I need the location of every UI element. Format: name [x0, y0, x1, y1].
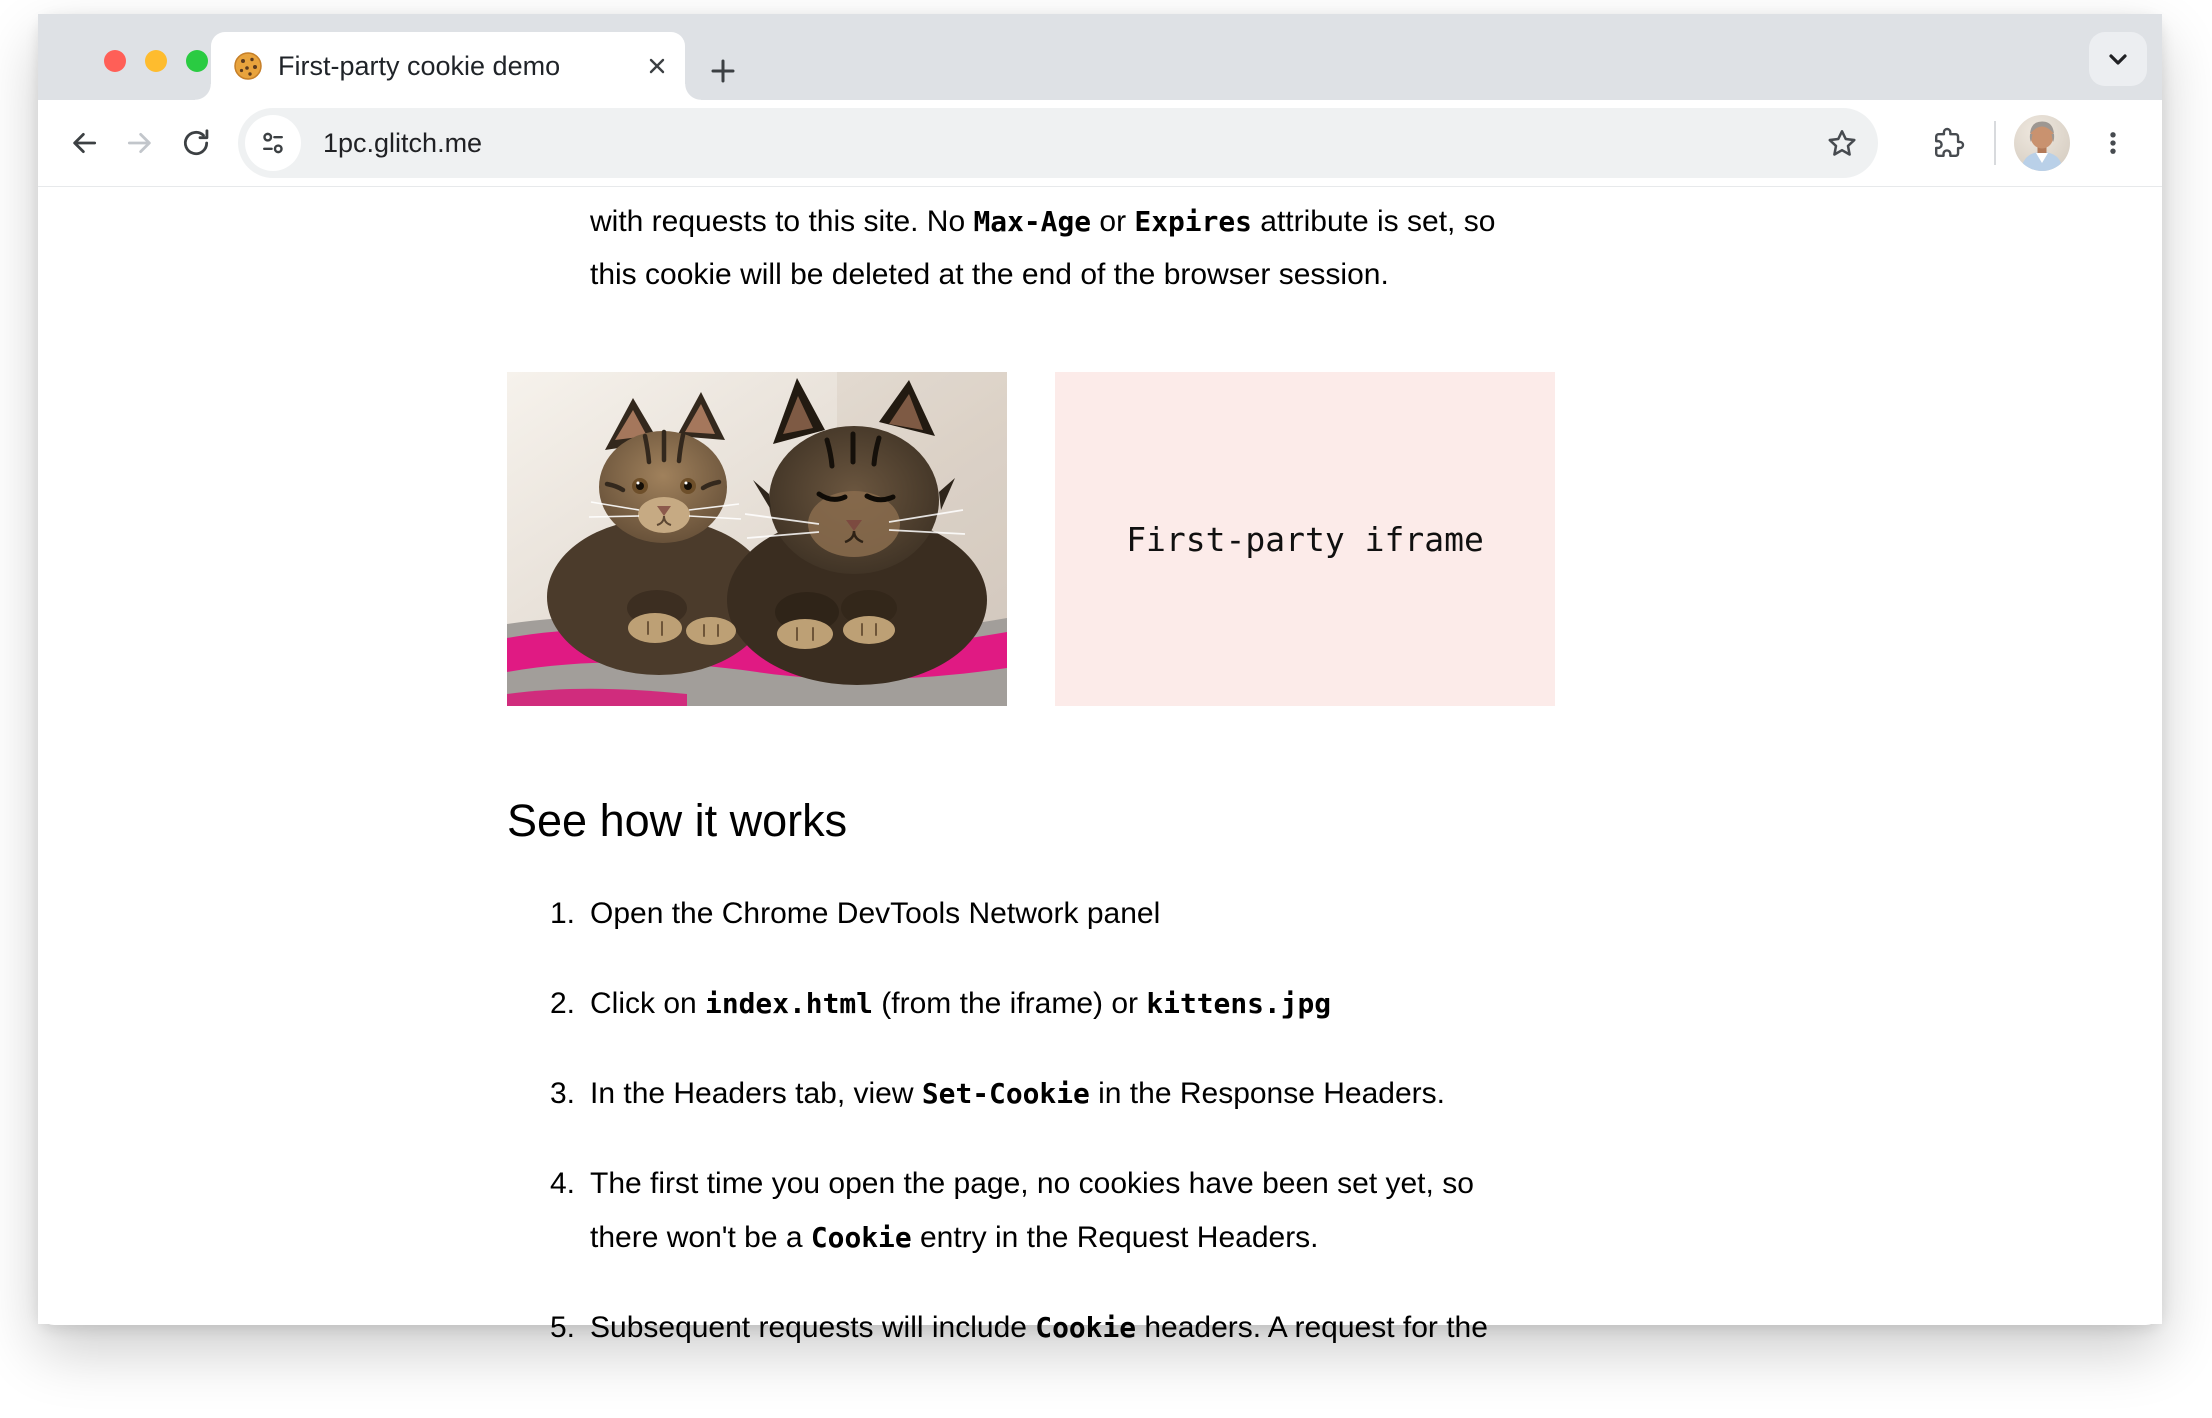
- inline-code: Expires: [1134, 205, 1252, 238]
- avatar-photo-icon: [2014, 115, 2070, 171]
- inline-code: Max-Age: [973, 205, 1092, 238]
- reload-icon: [180, 127, 212, 159]
- text-run: In the Headers tab, view: [590, 1077, 922, 1110]
- puzzle-icon: [1933, 127, 1965, 159]
- page-content: [38, 186, 2162, 1344]
- close-window-button[interactable]: [104, 50, 126, 72]
- text-run: attribute is set, so: [1251, 205, 1496, 238]
- kittens-photo: [507, 372, 1007, 706]
- text-run: there won't be a: [590, 1221, 811, 1254]
- profile-avatar[interactable]: [2014, 115, 2070, 171]
- list-item-text: [590, 1301, 2162, 1355]
- media-row: [507, 372, 2162, 706]
- site-settings-button[interactable]: [245, 115, 301, 171]
- list-item-text: [590, 977, 2162, 1031]
- reload-button[interactable]: [168, 115, 224, 171]
- text-run: headers. A request for the: [1136, 1311, 1488, 1344]
- toolbar-divider: [1994, 121, 1996, 165]
- window-controls: [104, 50, 208, 72]
- iframe-label: First-party iframe: [1126, 519, 1484, 559]
- tab-first-party-cookie-demo[interactable]: [211, 32, 685, 100]
- minimize-window-button[interactable]: [145, 50, 167, 72]
- tab-strip: [38, 14, 2162, 100]
- text-run: or: [1091, 205, 1135, 238]
- zoom-window-button[interactable]: [186, 50, 208, 72]
- inline-code: Cookie: [810, 1221, 912, 1254]
- list-item-text: [590, 1067, 2162, 1121]
- text-run: entry in the Request Headers.: [911, 1221, 1319, 1254]
- intro-paragraph: [590, 195, 2162, 301]
- back-arrow-icon: [68, 127, 100, 159]
- inline-code: Set-Cookie: [921, 1077, 1090, 1110]
- list-marker: 5.: [549, 1311, 575, 1344]
- text-run: with requests to this site. No: [590, 205, 974, 238]
- star-icon: [1826, 127, 1858, 159]
- text-run: Subsequent requests will include: [590, 1311, 1036, 1344]
- first-party-iframe: [1055, 372, 1555, 706]
- steps-list: [507, 887, 2162, 1355]
- list-item-text: [590, 1157, 2162, 1265]
- list-marker: 2.: [549, 987, 575, 1020]
- extensions-button[interactable]: [1922, 116, 1976, 170]
- text-run: (from the iframe) or: [872, 987, 1147, 1020]
- text-run: in the Response Headers.: [1089, 1077, 1445, 1110]
- text-run: this cookie will be deleted at the end of the browser session.: [590, 258, 1389, 291]
- text-run: Open the Chrome DevTools Network panel: [590, 897, 1161, 930]
- tune-icon: [259, 129, 287, 157]
- inline-code: kittens.jpg: [1146, 987, 1332, 1020]
- browser-menu-button[interactable]: [2086, 116, 2140, 170]
- list-item: [507, 1157, 2162, 1265]
- tab-overview-chevron-button[interactable]: [2089, 32, 2147, 86]
- list-item: [507, 887, 2162, 941]
- inline-code: index.html: [705, 987, 873, 1020]
- list-item: [507, 1301, 2162, 1355]
- list-marker: 3.: [549, 1077, 575, 1110]
- url-text: 1pc.glitch.me: [323, 127, 483, 158]
- new-tab-button[interactable]: [695, 43, 751, 99]
- toolbar: [38, 100, 2162, 186]
- list-marker: 1.: [549, 897, 575, 930]
- list-item-text: [590, 887, 2162, 941]
- tab-title: First-party cookie demo: [278, 50, 561, 81]
- address-bar[interactable]: [238, 108, 1878, 178]
- three-dot-menu-icon: [2099, 129, 2127, 157]
- browser-window: [38, 14, 2162, 1344]
- chevron-down-icon: [2105, 46, 2131, 72]
- inline-code: Cookie: [1035, 1311, 1137, 1344]
- list-marker: 4.: [549, 1167, 575, 1200]
- text-run: Click on: [590, 987, 706, 1020]
- cookie-favicon-icon: [233, 51, 263, 81]
- list-item: [507, 977, 2162, 1031]
- bookmark-star-button[interactable]: [1816, 117, 1868, 169]
- text-run: The first time you open the page, no cookies have been set yet, so: [590, 1167, 1474, 1200]
- back-button[interactable]: [56, 115, 112, 171]
- tab-close-icon[interactable]: [639, 48, 675, 84]
- list-item: [507, 1067, 2162, 1121]
- forward-button[interactable]: [112, 115, 168, 171]
- section-heading: See how it works: [507, 795, 848, 846]
- forward-arrow-icon: [124, 127, 156, 159]
